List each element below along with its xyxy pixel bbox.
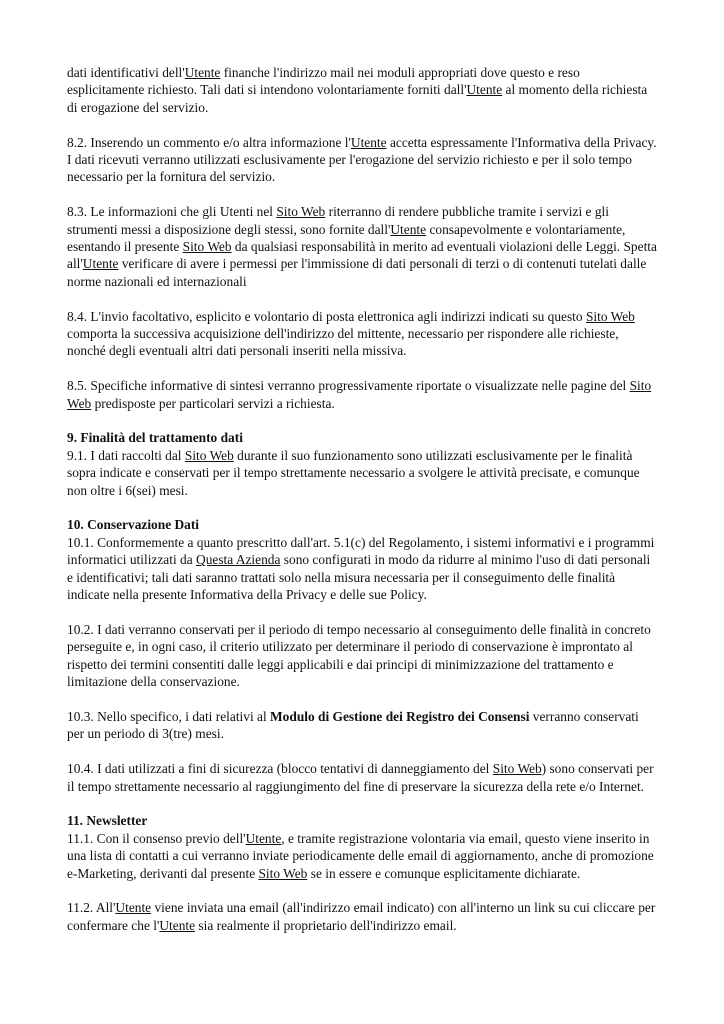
paragraph-10-1: 10.1. Conformemente a quanto prescritto dall'art. 5.1(c) del Regolamento, i sistemi informativi e i programmi informatici utilizzati da Questa Azienda sono configurati in modo da ridurre al minimo l'uso di dati personali e identificativi; tali dati saranno trattati solo nella misura necessaria per il conseguimento delle finalità indicate nella presente Informativa della Privacy e delle sue Policy. <box>67 534 655 603</box>
paragraph-11-2: 11.2. All'Utente viene inviata una email (all'indirizzo email indicato) con all'interno un link su cui cliccare per confermare che l'Utente sia realmente il proprietario dell'indirizzo email. <box>67 900 656 933</box>
questa-azienda-link[interactable]: Questa Azienda <box>196 552 281 568</box>
section-heading-11: 11. Newsletter <box>67 813 148 829</box>
utente-link[interactable]: Utente <box>159 917 196 933</box>
sito-web-link[interactable]: Sito Web <box>67 378 652 411</box>
utente-link[interactable]: Utente <box>245 830 282 846</box>
utente-link[interactable]: Utente <box>350 134 387 150</box>
sito-web-link[interactable]: Sito Web <box>276 204 326 220</box>
paragraph-8-5: 8.5. Specifiche informative di sintesi verranno progressivamente riportate o visualizzate nelle pagine del Sito Web predisposte per particolari servizi a richiesta. <box>67 378 652 411</box>
paragraph-10-2: 10.2. I dati verranno conservati per il periodo di tempo necessario al conseguimento delle finalità in concreto perseguite e, in ogni caso, il criterio utilizzato per determinare il periodo di conservazione è improntato al rispetto dei termini consentiti dalle leggi applicabili e dai principi di minimizzazione del trattamento e limitazione della conservazione. <box>67 621 651 690</box>
bold-module-name: Modulo di Gestione dei Registro dei Consensi <box>270 708 530 724</box>
sito-web-link[interactable]: Sito Web <box>585 308 635 324</box>
document-page <box>67 64 659 934</box>
paragraph-11-1: 11.1. Con il consenso previo dell'Utente, e tramite registrazione volontaria via email, questo viene inserito in una lista di contatti a cui verranno inviate periodicamente delle email di aggiornamento, anche di promozione e-Marketing, derivanti dal presente Sito Web se in essere e comunque esplicitamente dichiarate. <box>67 830 654 881</box>
paragraph-8-4: 8.4. L'invio facoltativo, esplicito e volontario di posta elettronica agli indirizzi indicati su questo Sito Web comporta la successiva acquisizione dell'indirizzo del mittente, necessario per rispondere alle richieste, nonché degli eventuali altri dati personali inseriti nella missiva. <box>67 308 635 359</box>
utente-link[interactable]: Utente <box>184 65 221 80</box>
paragraph-continued: dati identificativi dell'Utente finanche l'indirizzo mail nei moduli appropriati dove questo e reso esplicitamente richiesto. Tali dati si intendono volontariamente forniti dall'Utente al momento della richiesta di erogazione del servizio. <box>67 65 648 115</box>
paragraph-9-1: 9.1. I dati raccolti dal Sito Web durante il suo funzionamento sono utilizzati esclusivamente per le finalità sopra indicate e conservati per il tempo strettamente necessario a svolgere le attività precisate, e comunque non oltre i 6(sei) mesi. <box>67 447 640 498</box>
utente-link[interactable]: Utente <box>466 82 503 98</box>
utente-link[interactable]: Utente <box>115 900 152 916</box>
sito-web-link[interactable]: Sito Web <box>258 865 308 881</box>
paragraph-8-2: 8.2. Inserendo un commento e/o altra informazione l'Utente accetta espressamente l'Informativa della Privacy. I dati ricevuti verranno utilizzati esclusivamente per l'erogazione del servizio richiesto e per il solo tempo necessario per la fornitura del servizio. <box>67 134 657 185</box>
sito-web-link[interactable]: Sito Web <box>184 447 234 463</box>
sito-web-link[interactable]: Sito Web <box>182 239 232 255</box>
paragraph-8-3: 8.3. Le informazioni che gli Utenti nel Sito Web riterranno di rendere pubbliche tramite i servizi e gli strumenti messi a disposizione degli stessi, sono fornite dall'Utente consapevolmente e volontariamente, esentando il presente Sito Web da qualsiasi responsabilità in merito ad eventuali violazioni delle Leggi. Spetta all'Utente verificare di avere i permessi per l'immissione di dati personali di terzi o di contenuti tutelati dalle norme nazionali ed internazionali <box>67 204 657 289</box>
paragraph-10-3: 10.3. Nello specifico, i dati relativi al Modulo di Gestione dei Registro dei Consensi verranno conservati per un periodo di 3(tre) mesi. <box>67 708 639 742</box>
utente-link[interactable]: Utente <box>390 221 427 237</box>
utente-link[interactable]: Utente <box>82 256 119 272</box>
sito-web-link[interactable]: Sito Web <box>492 761 542 777</box>
paragraph-10-4: 10.4. I dati utilizzati a fini di sicurezza (blocco tentativi di danneggiamento del Sito Web) sono conservati per il tempo strettamente necessario al raggiungimento del fine di preservare la sicurezza della rete e/o Internet. <box>67 761 654 794</box>
section-heading-10: 10. Conservazione Dati <box>67 517 200 533</box>
section-heading-9: 9. Finalità del trattamento dati <box>67 430 243 446</box>
